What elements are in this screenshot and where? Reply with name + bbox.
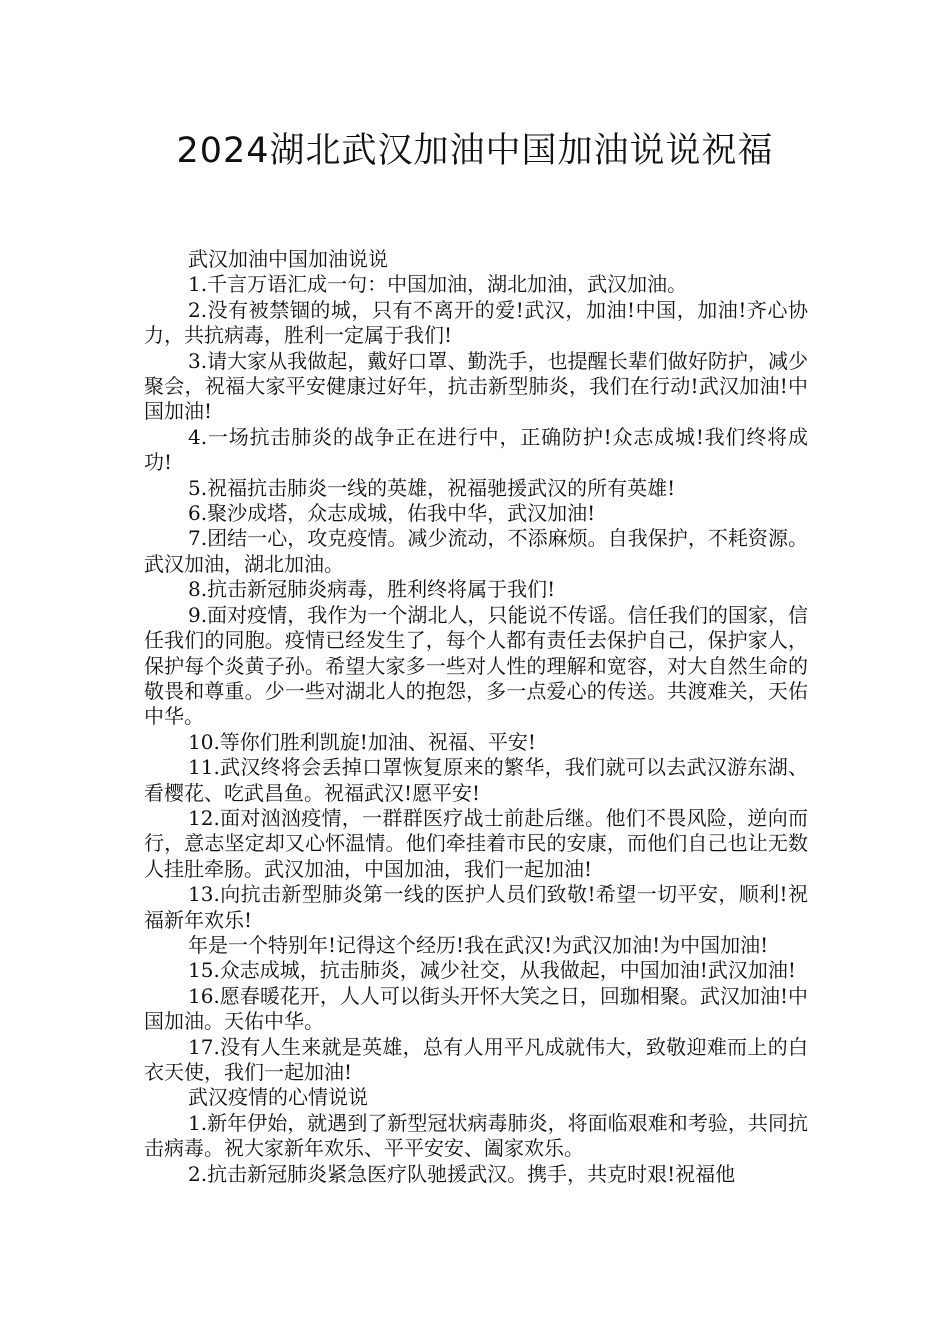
paragraph: 9.面对疫情，我作为一个湖北人，只能说不传谣。信任我们的国家，信任我们的同胞。疫情已经发生了，每个人都有责任去保护自己，保护家人，保护每个炎黄子孙。希望大家多一些对人性的理解和宽容，对大自然生命的敬畏和尊重。少一些对湖北人的抱怨，多一点爱心的传送。共渡难关，天佑中华。 [144, 602, 808, 729]
paragraph: 3.请大家从我做起，戴好口罩、勤洗手，也提醒长辈们做好防护，减少聚会，祝福大家平安健康过好年，抗击新型肺炎，我们在行动!武汉加油!中国加油! [144, 348, 808, 424]
paragraph: 17.没有人生来就是英雄，总有人用平凡成就伟大，致敬迎难而上的白衣天使，我们一起加油! [144, 1034, 808, 1084]
section-heading: 武汉疫情的心情说说 [188, 1085, 368, 1110]
paragraph: 10.等你们胜利凯旋!加油、祝福、平安! [188, 729, 536, 754]
paragraph: 年是一个特别年!记得这个经历!我在武汉!为武汉加油!为中国加油! [188, 932, 769, 957]
document-body [144, 247, 808, 1187]
paragraph: 8.抗击新冠肺炎病毒，胜利终将属于我们! [188, 577, 556, 602]
document-title: 2024湖北武汉加油中国加油说说祝福 [176, 131, 774, 171]
paragraph: 2.抗击新冠肺炎紧急医疗队驰援武汉。携手，共克时艰!祝福他 [188, 1161, 736, 1186]
paragraph: 2.没有被禁锢的城，只有不离开的爱!武汉，加油!中国，加油!齐心协力，共抗病毒，胜利一定属于我们! [144, 297, 808, 348]
paragraph: 11.武汉终将会丢掉口罩恢复原来的繁华，我们就可以去武汉游东湖、看樱花、吃武昌鱼。祝福武汉!愿平安! [144, 755, 808, 805]
paragraph: 5.祝福抗击肺炎一线的英雄，祝福驰援武汉的所有英雄! [188, 475, 676, 500]
paragraph: 1.千言万语汇成一句：中国加油，湖北加油，武汉加油。 [188, 272, 688, 297]
paragraph: 13.向抗击新型肺炎第一线的医护人员们致敬!希望一切平安，顺利!祝福新年欢乐! [144, 882, 808, 932]
paragraph: 16.愿春暖花开，人人可以街头开怀大笑之日，回珈相聚。武汉加油!中国加油。天佑中华。 [144, 983, 808, 1034]
paragraph: 12.面对汹汹疫情，一群群医疗战士前赴后继。他们不畏风险，逆向而行，意志坚定却又心怀温情。他们牵挂着市民的安康，而他们自己也让无数人挂肚牵肠。武汉加油，中国加油，我们一起加油! [144, 805, 808, 881]
paragraph: 6.聚沙成塔，众志成城，佑我中华，武汉加油! [188, 501, 596, 526]
paragraph: 15.众志成城，抗击肺炎，减少社交，从我做起，中国加油!武汉加油! [188, 958, 796, 983]
paragraph: 4.一场抗击肺炎的战争正在进行中，正确防护!众志成城!我们终将成功! [144, 424, 808, 475]
paragraph: 7.团结一心，攻克疫情。减少流动，不添麻烦。自我保护，不耗资源。武汉加油，湖北加油。 [144, 526, 808, 576]
paragraph: 1.新年伊始，就遇到了新型冠状病毒肺炎，将面临艰难和考验，共同抗击病毒。祝大家新年欢乐、平平安安、阖家欢乐。 [144, 1110, 808, 1161]
paragraph: 武汉加油中国加油说说 [188, 247, 388, 271]
